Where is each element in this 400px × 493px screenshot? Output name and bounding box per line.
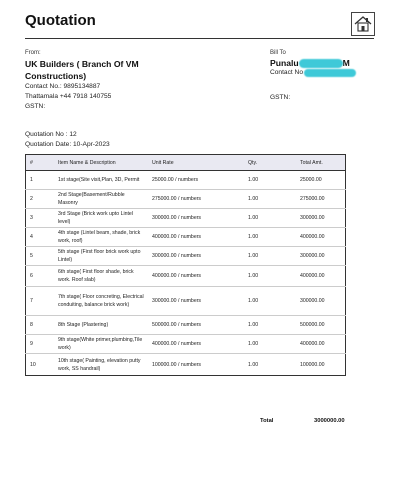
row-description: 6th stage( First floor shade, brick work. Roof slab): [54, 266, 148, 287]
row-description: 9th stage(White primer,plumbing,Tile work): [54, 335, 148, 354]
row-description: 4th stage (Lintel beam, shade, brick work, roof): [54, 228, 148, 247]
row-total: 300000.00: [296, 247, 346, 266]
table-row: [26, 209, 346, 228]
row-total: 500000.00: [296, 316, 346, 335]
bill-to-label: Bill To: [270, 50, 286, 56]
row-qty: 1.00: [244, 190, 296, 209]
table-row: [26, 354, 346, 376]
table-row: [26, 316, 346, 335]
redaction-mark: [304, 69, 356, 77]
row-number: 3: [26, 209, 55, 228]
row-number: 8: [26, 316, 55, 335]
row-total: 400000.00: [296, 228, 346, 247]
customer-contact: [270, 68, 356, 78]
company-address: Thattamala +44 7918 140755: [25, 93, 112, 100]
company-name-line1: UK Builders ( Branch Of VM: [25, 59, 139, 69]
table-row: [26, 335, 346, 354]
quotation-date: Quotation Date: 10-Apr-2023: [25, 141, 110, 148]
row-qty: 1.00: [244, 171, 296, 190]
customer-gstn: GSTN:: [270, 94, 291, 101]
row-number: 4: [26, 228, 55, 247]
row-description: 3rd Stage (Brick work upto Lintel level): [54, 209, 148, 228]
row-number: 6: [26, 266, 55, 287]
row-qty: 1.00: [244, 247, 296, 266]
customer-contact-label: Contact No: [270, 69, 303, 76]
row-total: 25000.00: [296, 171, 346, 190]
table-row: [26, 190, 346, 209]
bill-to-section: [270, 50, 356, 103]
row-unit-rate: 500000.00 / numbers: [148, 316, 244, 335]
row-unit-rate: 300000.00 / numbers: [148, 247, 244, 266]
from-section: [25, 50, 139, 112]
header-number: #: [26, 155, 55, 171]
row-total: 300000.00: [296, 209, 346, 228]
row-qty: 1.00: [244, 316, 296, 335]
table-row: [26, 266, 346, 287]
row-number: 2: [26, 190, 55, 209]
row-description: 1st stage(Site visit,Plan, 3D, Permit: [54, 171, 148, 190]
row-description: 2nd Stage(Basement/Rubble Masonry: [54, 190, 148, 209]
table-header-row: [26, 155, 346, 171]
from-label: From:: [25, 50, 41, 56]
row-unit-rate: 400000.00 / numbers: [148, 266, 244, 287]
table-row: [26, 287, 346, 316]
row-unit-rate: 100000.00 / numbers: [152, 361, 202, 368]
row-total: 275000.00: [296, 190, 346, 209]
page-title: Quotation: [25, 12, 96, 29]
row-unit-rate: 400000.00 / numbers: [148, 228, 244, 247]
row-total: 100000.00: [300, 361, 325, 368]
company-contact: Contact No.: 9895134887: [25, 83, 101, 90]
quotation-meta: [25, 130, 110, 150]
redaction-mark: [299, 59, 343, 68]
row-number: 7: [26, 287, 55, 316]
header-item-name: Item Name & Description: [54, 155, 148, 171]
total-value: 3000000.00: [314, 418, 345, 424]
table-row: [26, 247, 346, 266]
row-qty: 1.00: [244, 266, 296, 287]
row-total: 300000.00: [296, 287, 346, 316]
customer-name: [270, 58, 356, 68]
row-qty: 1.00: [244, 209, 296, 228]
row-qty: 1.00: [244, 228, 296, 247]
items-table: [25, 154, 346, 376]
row-description: 8th Stage (Plastering): [54, 316, 148, 335]
row-qty: 1.00: [244, 335, 296, 354]
company-name: [25, 58, 139, 82]
company-gstn: GSTN:: [25, 103, 46, 110]
header-unit-rate: Unit Rate: [148, 155, 244, 171]
row-unit-rate: 300000.00 / numbers: [148, 209, 244, 228]
quotation-number: Quotation No : 12: [25, 131, 77, 138]
row-unit-rate: 25000.00 / numbers: [148, 171, 244, 190]
row-unit-rate: 275000.00 / numbers: [148, 190, 244, 209]
row-unit-rate: 300000.00 / numbers: [148, 287, 244, 316]
house-building-logo-icon: [351, 12, 375, 36]
row-description: 5th stage (First floor brick work upto Lintel): [54, 247, 148, 266]
header-total: Total Amt.: [296, 155, 346, 171]
customer-name-start: Punalu: [270, 58, 299, 68]
total-label: Total: [260, 418, 274, 424]
row-qty: 1.00: [244, 287, 296, 316]
table-row: [26, 171, 346, 190]
row-total: 400000.00: [296, 335, 346, 354]
row-unit-rate: 400000.00 / numbers: [148, 335, 244, 354]
row-description: 10th stage( Painting, elevation putty work, SS handrail): [58, 357, 141, 372]
row-number: 5: [26, 247, 55, 266]
header-divider: [25, 38, 374, 39]
customer-name-end: M: [342, 58, 350, 68]
table-row: [26, 228, 346, 247]
row-number: 9: [26, 335, 55, 354]
row-total: 400000.00: [296, 266, 346, 287]
row-description: 7th stage( Floor concreting, Electrical conduiting, balance brick work): [54, 287, 148, 316]
company-name-line2: Constructions): [25, 71, 87, 81]
header-qty: Qty.: [244, 155, 296, 171]
row-qty: 1.00: [248, 361, 259, 368]
row-number: 1: [26, 171, 55, 190]
row-number: 10: [30, 361, 36, 368]
